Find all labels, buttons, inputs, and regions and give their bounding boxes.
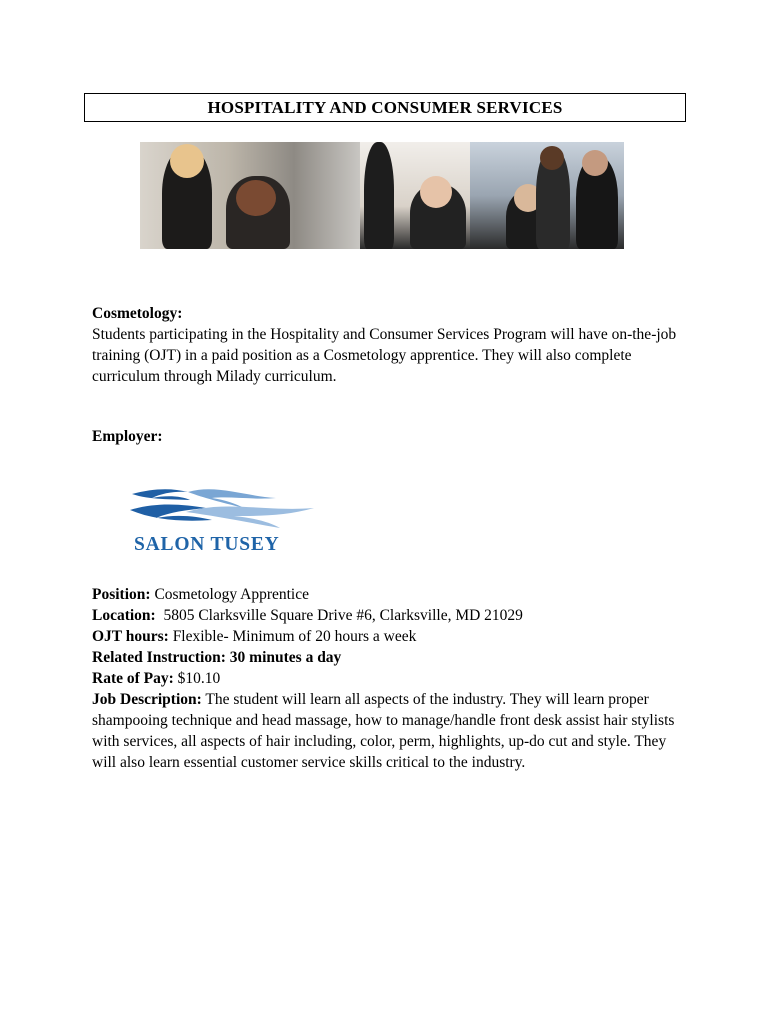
job-description-row [92, 689, 692, 773]
position-row [92, 584, 692, 605]
position-details [92, 584, 692, 773]
page-title-text: HOSPITALITY AND CONSUMER SERVICES [207, 97, 563, 117]
pay-label: Rate of Pay: [92, 670, 174, 687]
intro-paragraph: Students participating in the Hospitality and Consumer Services Program will have on-the-job training (OJT) in a paid position as a Cosmetology apprentice. They will also complete curriculum through Milady curriculum. [92, 326, 677, 385]
instruction-value: 30 minutes a day [225, 649, 342, 666]
stylist-photo-2 [360, 142, 470, 249]
salon-tusey-logo [126, 486, 316, 558]
job-description-label: Job Description: [92, 691, 202, 708]
stylist-photo-1 [140, 142, 360, 249]
employer-label: Employer: [92, 428, 163, 445]
wave-logo-icon [126, 486, 316, 534]
ojt-row [92, 626, 692, 647]
ojt-value: Flexible- Minimum of 20 hours a week [168, 628, 417, 645]
salon-tusey-logo-text: SALON TUSEY [134, 534, 280, 555]
location-value: 5805 Clarksville Square Drive #6, Clarksville, MD 21029 [155, 607, 523, 624]
cosmetology-heading: Cosmetology: [92, 305, 183, 322]
ojt-label: OJT hours: [92, 628, 169, 645]
page-title [84, 93, 686, 122]
pay-row [92, 668, 692, 689]
stylist-photo-3 [470, 142, 624, 249]
pay-value: $10.10 [173, 670, 221, 687]
intro-section [92, 303, 692, 447]
instruction-label: Related Instruction: [92, 649, 226, 666]
salon-photo-strip [140, 142, 624, 249]
location-row [92, 605, 692, 626]
position-label: Position: [92, 586, 151, 603]
position-value: Cosmetology Apprentice [150, 586, 309, 603]
job-description-value: The student will learn all aspects of the industry. They will learn proper shampooing technique and head massage, how to manage/handle front desk assist hair stylists with services, all aspects of hair including, color, perm, highlights, up-do cut and style. They will also learn essential customer service skills critical to the industry. [92, 691, 675, 771]
location-label: Location: [92, 607, 156, 624]
instruction-row [92, 647, 692, 668]
